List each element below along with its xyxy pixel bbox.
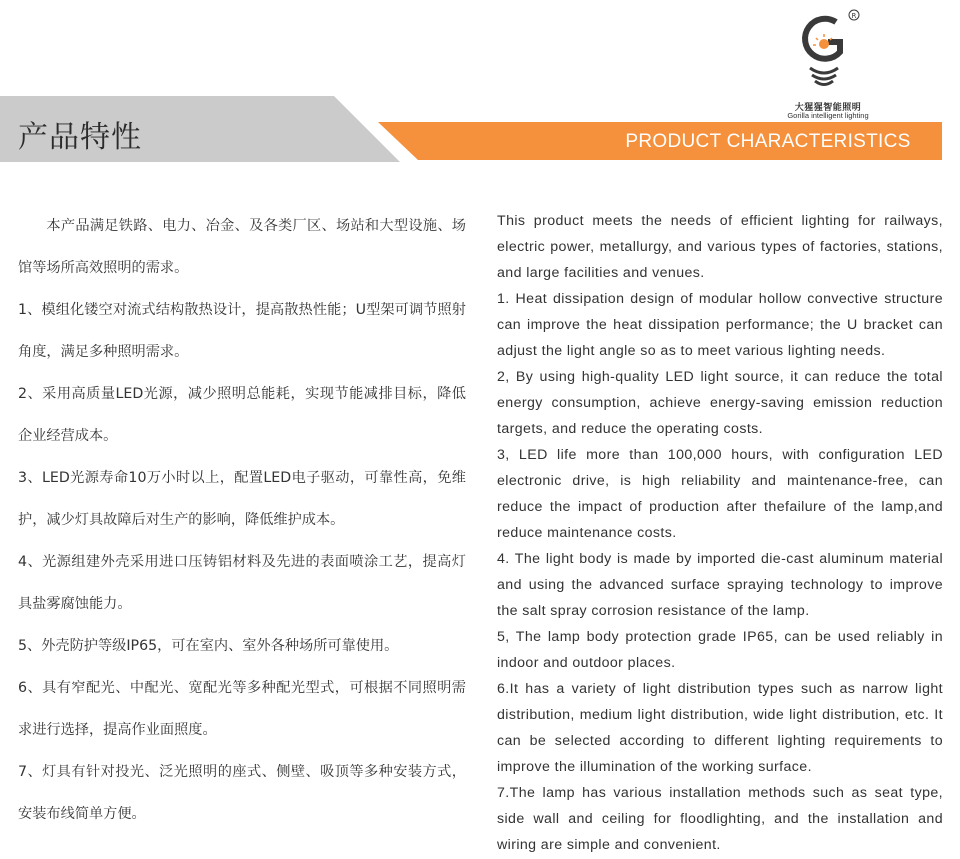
paragraph-en-3: 3, LED life more than 100,000 hours, with configuration LED electronic drive, is high reliability and maintenance-free, can reduce the impact of production after thefailure of the lamp,and reduce maintenance costs.	[497, 447, 943, 541]
page-title-cn: 产品特性	[18, 120, 142, 155]
paragraph-en-1: 1. Heat dissipation design of modular hollow convective structure can improve the heat dissipation performance; the U bracket can adjust the light angle so as to meet various lighting needs.	[497, 291, 943, 359]
paragraph-cn-3: 3、LED光源寿命10万小时以上，配置LED电子驱动，可靠性高，免维护，减少灯具故障后对生产的影响，降低维护成本。	[18, 470, 466, 528]
paragraph-cn-4: 4、光源组建外壳采用进口压铸铝材料及先进的表面喷涂工艺，提高灯具盐雾腐蚀能力。	[18, 554, 466, 612]
paragraph-en-2: 2, By using high-quality LED light source, it can reduce the total energy consumption, achieve energy-saving emission reduction targets, and reduce the operating costs.	[497, 369, 943, 437]
paragraph-en-intro: This product meets the needs of efficient lighting for railways, electric power, metallurgy, and various types of factories, stations, and large facilities and venues.	[497, 213, 943, 281]
content-column-cn	[18, 205, 466, 835]
content-column-en	[497, 208, 943, 858]
paragraph-cn-intro: 本产品满足铁路、电力、冶金、及各类厂区、场站和大型设施、场馆等场所高效照明的需求。	[18, 218, 466, 276]
paragraph-cn-7: 7、灯具有针对投光、泛光照明的座式、侧壁、吸顶等多种安装方式，安装布线简单方便。	[18, 764, 466, 822]
paragraph-cn-5: 5、外壳防护等级IP65，可在室内、室外各种场所可靠使用。	[18, 638, 399, 654]
logo-text-cn: 大猩猩智能照明	[794, 103, 862, 113]
page-title-en: PRODUCT CHARACTERISTICS	[625, 131, 911, 152]
paragraph-en-5: 5, The lamp body protection grade IP65, can be used reliably in indoor and outdoor places.	[497, 629, 943, 671]
registered-mark: R	[851, 12, 857, 20]
paragraph-cn-2: 2、采用高质量LED光源，减少照明总能耗，实现节能减排目标，降低企业经营成本。	[18, 386, 466, 444]
paragraph-en-4: 4. The light body is made by imported die-cast aluminum material and using the advanced surface spraying technology to improve the salt spray corrosion resistance of the lamp.	[497, 551, 943, 619]
paragraph-en-7: 7.The lamp has various installation methods such as seat type, side wall and ceiling for floodlighting, and the installation and wiring are simple and convenient.	[497, 785, 943, 853]
bulb-logo-icon	[790, 8, 866, 100]
logo-text-en: Gorilla intelligent lighting	[787, 111, 869, 120]
paragraph-cn-1: 1、模组化镂空对流式结构散热设计，提高散热性能；U型架可调节照射角度，满足多种照明需求。	[18, 302, 466, 360]
paragraph-en-6: 6.It has a variety of light distribution types such as narrow light distribution, medium light distribution, wide light distribution, etc. It can be selected according to different lighting requirements to improve the illumination of the working surface.	[497, 681, 943, 775]
paragraph-cn-6: 6、具有窄配光、中配光、宽配光等多种配光型式，可根据不同照明需求进行选择，提高作业面照度。	[18, 680, 466, 738]
